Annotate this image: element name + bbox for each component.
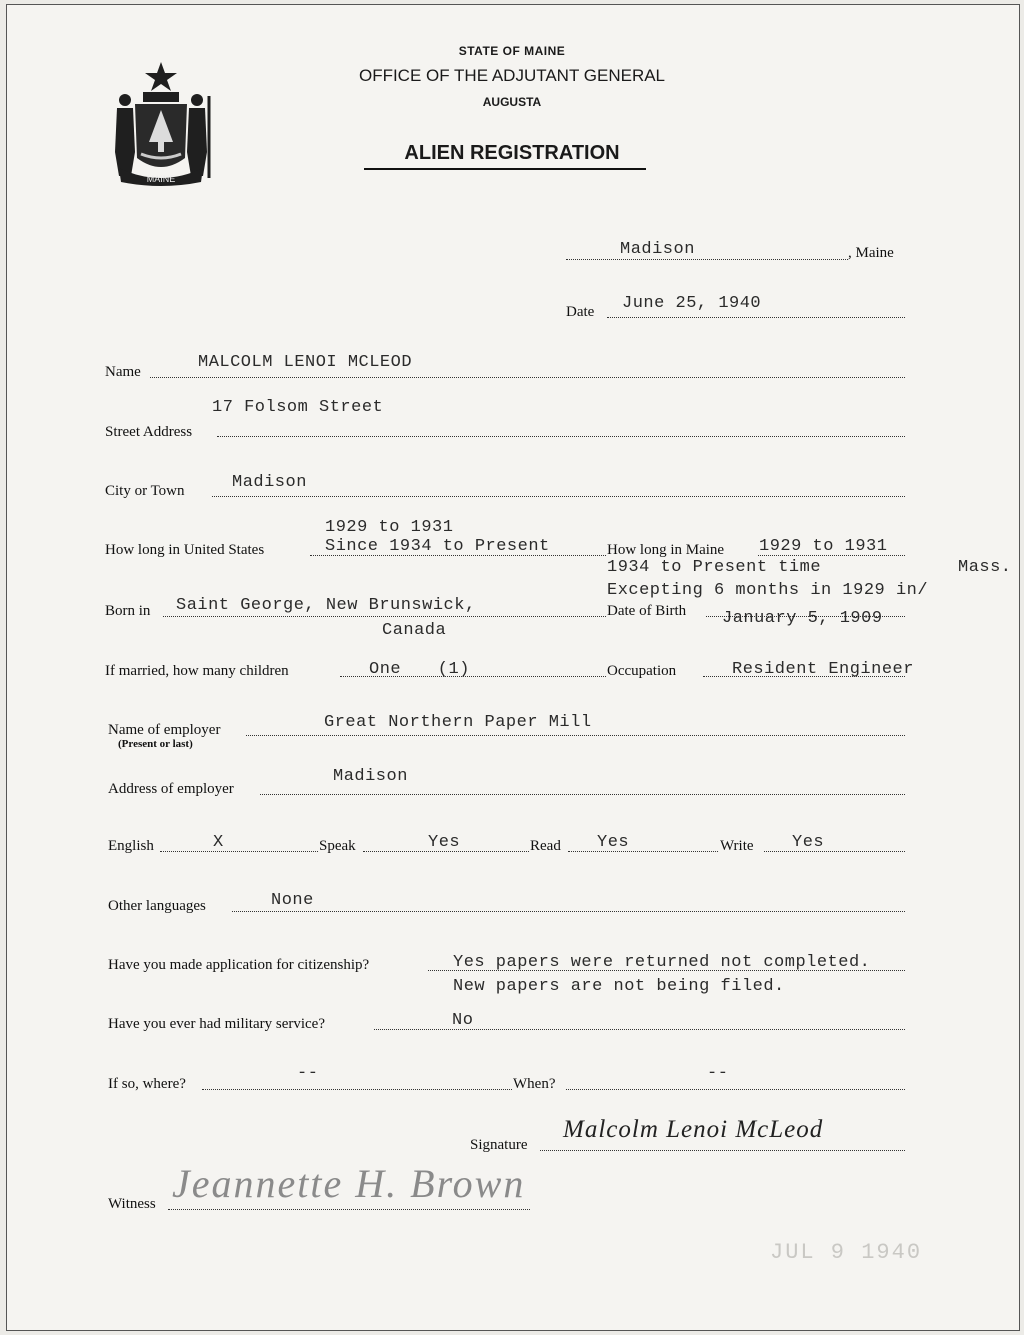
form-title: ALIEN REGISTRATION: [404, 142, 620, 164]
dob-value: January 5, 1909: [722, 609, 883, 628]
where-line: [202, 1089, 512, 1090]
born-in-line2: Canada: [382, 621, 447, 640]
where-value: --: [297, 1064, 319, 1083]
header-state: STATE OF MAINE: [458, 44, 566, 58]
signature-label: Signature: [470, 1137, 528, 1153]
citizenship-label: Have you made application for citizenship?: [108, 957, 370, 973]
title-underline: [364, 168, 646, 170]
citizenship-line1: Yes papers were returned not completed.: [453, 953, 871, 972]
military-value: No: [452, 1011, 474, 1030]
employer-line: [246, 735, 905, 736]
header-city: AUGUSTA: [482, 95, 542, 109]
dob-label: Date of Birth: [607, 603, 687, 619]
city-line: [212, 496, 905, 497]
witness-value: Jeannette H. Brown: [172, 1161, 526, 1206]
children-label: If married, how many children: [105, 663, 289, 679]
speak-label: Speak: [319, 838, 356, 854]
city-label: City or Town: [105, 483, 185, 499]
us-duration-line1: 1929 to 1931: [325, 518, 454, 537]
witness-line: [168, 1209, 530, 1210]
other-languages-line: [232, 911, 905, 912]
employer-address-label: Address of employer: [108, 781, 234, 797]
name-line: [150, 377, 905, 378]
seal-banner-text: MAINE: [146, 174, 176, 184]
employer-value: Great Northern Paper Mill: [324, 713, 592, 732]
employer-address-line: [260, 794, 905, 795]
english-line: [160, 851, 318, 852]
speak-value: Yes: [428, 833, 461, 852]
write-line: [764, 851, 905, 852]
maine-duration-label: How long in Maine: [607, 542, 725, 558]
city-value: Madison: [232, 473, 307, 492]
write-value: Yes: [792, 833, 825, 852]
date-line: [607, 317, 905, 318]
english-value: X: [213, 833, 224, 852]
when-value: --: [707, 1064, 729, 1083]
born-in-line: [163, 616, 606, 617]
us-duration-label: How long in United States: [105, 542, 265, 558]
occupation-value: Resident Engineer: [732, 660, 914, 679]
born-in-line1: Saint George, New Brunswick,: [176, 596, 476, 615]
read-line: [568, 851, 718, 852]
occupation-label: Occupation: [607, 663, 677, 679]
read-value: Yes: [597, 833, 630, 852]
where-label: If so, where?: [108, 1076, 186, 1092]
place-suffix: , Maine: [848, 245, 894, 261]
read-label: Read: [530, 838, 561, 854]
maine-duration-extra: Mass.: [958, 558, 1012, 577]
date-value: June 25, 1940: [622, 294, 762, 313]
signature-line: [540, 1150, 905, 1151]
citizenship-line2: New papers are not being filed.: [453, 977, 785, 996]
place-value: Madison: [620, 240, 695, 259]
street-value: 17 Folsom Street: [212, 398, 384, 417]
us-duration-line2: Since 1934 to Present: [325, 537, 550, 556]
military-label: Have you ever had military service?: [108, 1016, 325, 1032]
employer-label: Name of employer: [108, 722, 221, 738]
write-label: Write: [720, 838, 754, 854]
street-label: Street Address: [105, 424, 193, 440]
born-in-label: Born in: [105, 603, 151, 619]
name-label: Name: [105, 364, 141, 380]
date-label: Date: [566, 304, 595, 320]
other-languages-value: None: [271, 891, 314, 910]
maine-duration-line3: Excepting 6 months in 1929 in/: [607, 581, 929, 600]
english-label: English: [108, 838, 154, 854]
received-stamp: JUL 9 1940: [770, 1240, 923, 1265]
employer-address-value: Madison: [333, 767, 408, 786]
when-line: [566, 1089, 905, 1090]
witness-label: Witness: [108, 1196, 156, 1212]
maine-duration-line1: 1929 to 1931: [759, 537, 888, 556]
name-value: MALCOLM LENOI MCLEOD: [198, 353, 413, 372]
children-value: One (1): [369, 660, 470, 679]
place-line: [566, 259, 848, 260]
when-label: When?: [513, 1076, 556, 1092]
other-languages-label: Other languages: [108, 898, 206, 914]
maine-duration-line2: 1934 to Present time: [607, 558, 822, 577]
street-line: [217, 436, 905, 437]
signature-value: Malcolm Lenoi McLeod: [563, 1116, 824, 1143]
header-office: OFFICE OF THE ADJUTANT GENERAL: [358, 66, 666, 85]
employer-sublabel: (Present or last): [118, 738, 193, 750]
